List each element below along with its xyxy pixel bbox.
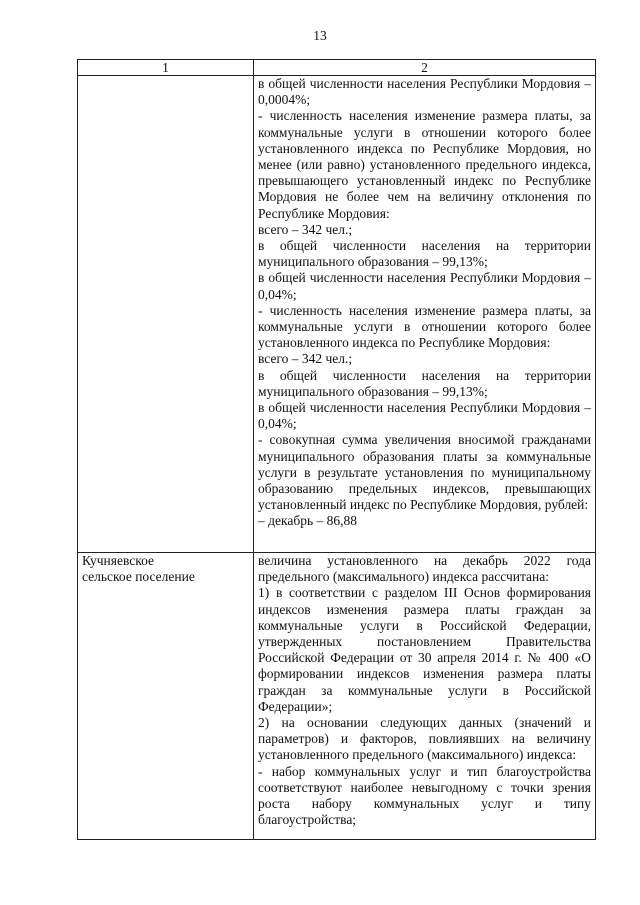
paragraph: - совокупная сумма увеличения вносимой гражданами муниципального образования платы за коммунальные услуги в результате установления по муниципальному образованию предельных индексов, превышающих установленный индекс по Республике Мордовия, рублей:	[258, 432, 591, 513]
paragraph: в общей численности населения Республики Мордовия – 0,04%;	[258, 270, 591, 302]
column-header-1: 1	[78, 60, 254, 76]
paragraph: - численность населения изменение размера платы, за коммунальные услуги в отношении которого более установленного индекса по Республике Мордовия:	[258, 302, 591, 351]
paragraph: в общей численности населения на территории муниципального образования – 99,13%;	[258, 238, 591, 270]
row-1-municipality-cell	[78, 76, 254, 553]
table-row	[78, 553, 596, 840]
row-1-description-cell	[254, 76, 596, 553]
paragraph: - набор коммунальных услуг и тип благоустройства соответствуют наиболее невыгодному с точки зрения роста набору коммунальных услуг и типу благоустройства;	[258, 763, 591, 828]
paragraph: величина установленного на декабрь 2022 года предельного (максимального) индекса рассчитана:	[258, 553, 591, 585]
paragraph: в общей численности населения на территории муниципального образования – 99,13%;	[258, 367, 591, 399]
document-table	[77, 59, 596, 840]
table-row	[78, 76, 596, 553]
paragraph: в общей численности населения Республики Мордовия – 0,0004%;	[258, 76, 591, 108]
paragraph: 1) в соответствии с разделом III Основ формирования индексов изменения размера платы граждан за коммунальные услуги в Российской Федерации, утвержденных постановлением Правительства Российской Федерации от 30 апреля 2014 г. № 400 «О формировании индексов изменения размера платы граждан за коммунальные услуги в Российской Федерации»;	[258, 585, 591, 714]
column-header-2: 2	[254, 60, 596, 76]
paragraph: всего – 342 чел.;	[258, 351, 353, 367]
table-header-row	[78, 60, 596, 76]
municipality-type: сельское поселение	[82, 569, 195, 585]
paragraph: – декабрь – 86,88	[258, 513, 357, 529]
paragraph: в общей численности населения Республики Мордовия – 0,04%;	[258, 400, 591, 432]
row-2-description-cell	[254, 553, 596, 840]
paragraph: всего – 342 чел.;	[258, 221, 353, 237]
row-2-municipality-cell	[78, 553, 254, 840]
paragraph: - численность населения изменение размера платы, за коммунальные услуги в отношении которого более установленного индекса по Республике Мордовия, но менее (или равно) установленного предельного индекса, превышающего установленный индекс по Республике Мордовия не более чем на величину отклонения по Республике Мордовия:	[258, 108, 591, 221]
municipality-name: Кучняевское	[82, 553, 155, 568]
page-number: 13	[313, 28, 327, 43]
paragraph: 2) на основании следующих данных (значений и параметров) и факторов, повлиявших на величину установленного предельного (максимального) индекса:	[258, 715, 591, 763]
